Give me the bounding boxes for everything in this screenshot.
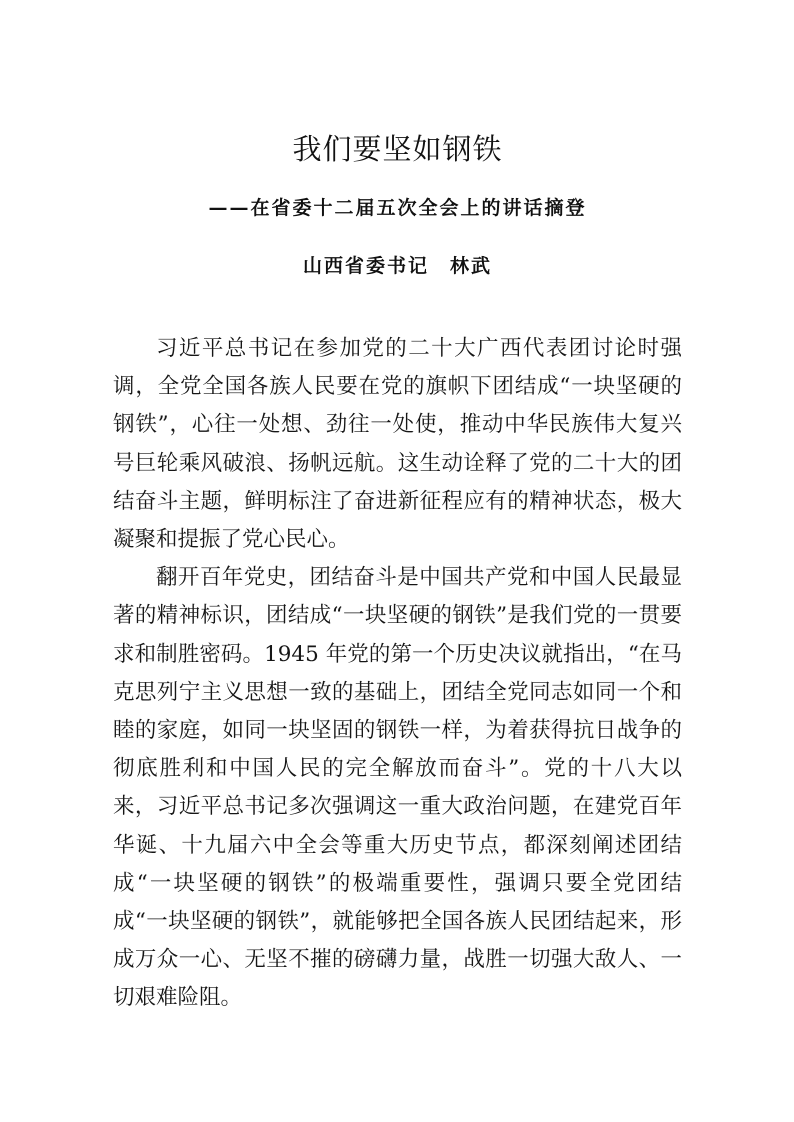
body-paragraph: 翻开百年党史，团结奋斗是中国共产党和中国人民最显著的精神标识，团结成“一块坚硬的钢铁”是我们党的一贯要求和制胜密码。1945 年党的第一个历史决议就指出，“在马克思列宁主义思想一致的基础上，团结全党同志如同一个和睦的家庭，如同一块坚固的钢铁一样，为着获得抗日战争的彻底胜利和中国人民的完全解放而奋斗”。党的十八大以来，习近平总书记多次强调这一重大政治问题，在建党百年华诞、十九届六中全会等重大历史节点，都深刻阐述团结成“一块坚硬的钢铁”的极端重要性，强调只要全党团结成“一块坚硬的钢铁”，就能够把全国各族人民团结起来，形成万众一心、无坚不摧的磅礴力量，战胜一切强大敌人、一切艰难险阻。 xyxy=(113,565,682,1011)
body-paragraph: 习近平总书记在参加党的二十大广西代表团讨论时强调，全党全国各族人民要在党的旗帜下团结成“一块坚硬的钢铁”，心往一处想、劲往一处使，推动中华民族伟大复兴号巨轮乘风破浪、扬帆远航。这生动诠释了党的二十大的团结奋斗主题，鲜明标注了奋进新征程应有的精神状态，极大凝聚和提振了党心民心。 xyxy=(113,336,682,553)
document-title: 我们要坚如钢铁 xyxy=(292,132,503,166)
document-body xyxy=(113,330,682,1018)
document-byline: 山西省委书记 林武 xyxy=(302,255,492,277)
document-subtitle: ——在省委十二届五次全会上的讲话摘登 xyxy=(208,197,587,219)
